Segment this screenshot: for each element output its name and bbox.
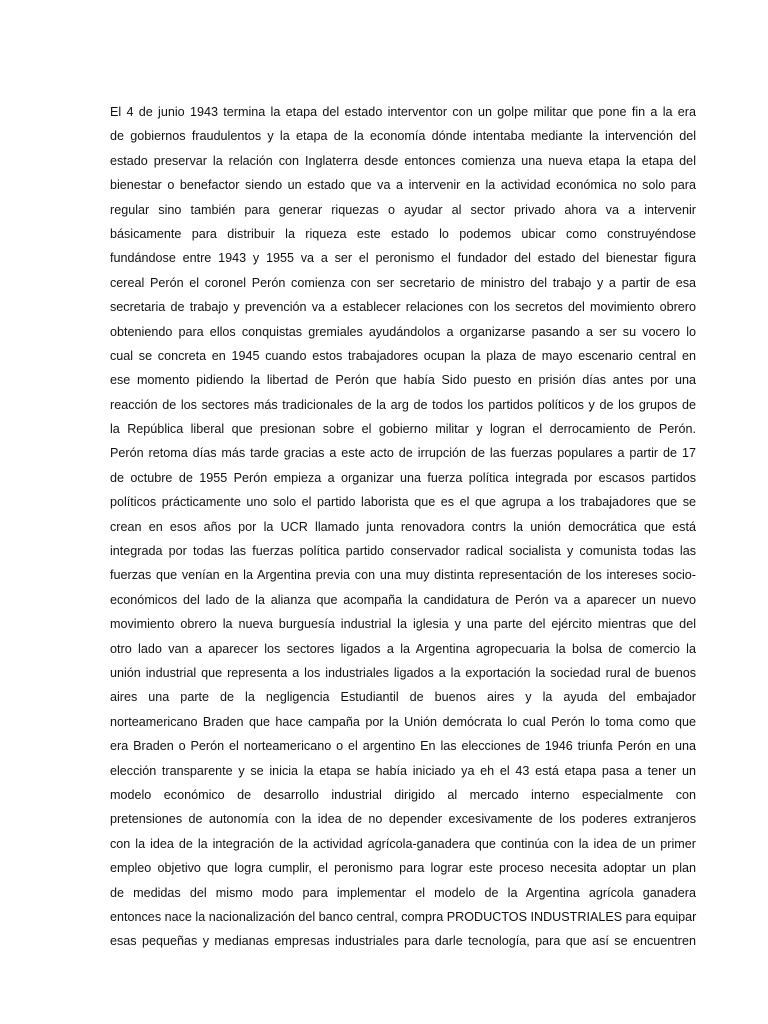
- text-line: bienestar o benefactor siendo un estado que va a intervenir en la actividad económica no solo para: [110, 178, 696, 193]
- text-line: obteniendo para ellos conquistas gremiales ayudándolos a organizarse pasando a ser su vocero lo: [110, 324, 696, 339]
- text-line: esas pequeñas y medianas empresas industriales para darle tecnología, para que así se encuentren: [110, 934, 696, 949]
- text-line: estado preservar la relación con Inglaterra desde entonces comienza una nueva etapa la etapa del: [110, 153, 696, 168]
- text-line: fundándose entre 1943 y 1955 va a ser el peronismo el fundador del estado del bienestar figura: [110, 251, 696, 266]
- text-line: crean en esos años por la UCR llamado junta renovadora contrs la unión democrática que está: [110, 519, 696, 534]
- text-line: ese momento pidiendo la libertad de Perón que había Sido puesto en prisión días antes por una: [110, 373, 696, 388]
- text-line: movimiento obrero la nueva burguesía industrial la iglesia y una parte del ejército mientras que del: [110, 617, 696, 632]
- text-line: aires una parte de la negligencia Estudiantil de buenos aires y la ayuda del embajador: [110, 690, 696, 705]
- text-line: integrada por todas las fuerzas política partido conservador radical socialista y comunista todas las: [110, 544, 696, 559]
- text-line: El 4 de junio 1943 termina la etapa del estado interventor con un golpe militar que pone fin a la era: [110, 105, 696, 119]
- text-line: de gobiernos fraudulentos y la etapa de la economía dónde intentaba mediante la intervención del: [110, 129, 696, 144]
- text-line: con la idea de la integración de la actividad agrícola-ganadera que continúa con la idea de un primer: [110, 836, 696, 851]
- text-line: norteamericano Braden que hace campaña por la Unión demócrata lo cual Perón lo toma como que: [110, 714, 696, 729]
- text-line: económicos del lado de la alianza que acompaña la candidatura de Perón va a aparecer un nuevo: [110, 592, 696, 607]
- text-line: elección transparente y se inicia la etapa se había iniciado ya eh el 43 está etapa pasa a tener un: [110, 763, 696, 778]
- text-line: la República liberal que presionan sobre el gobierno militar y logran el derrocamiento de Perón.: [110, 422, 696, 437]
- text-line: Perón retoma días más tarde gracias a este acto de irrupción de las fuerzas populares a partir de 17: [110, 446, 696, 461]
- text-line: otro lado van a aparecer los sectores ligados a la Argentina agropecuaria la bolsa de comercio la: [110, 641, 696, 656]
- text-line: políticos prácticamente uno solo el partido laborista que es el que agrupa a los trabajadores que se: [110, 495, 696, 510]
- text-line: modelo económico de desarrollo industrial dirigido al mercado interno especialmente con: [110, 787, 696, 802]
- text-line: era Braden o Perón el norteamericano o el argentino En las elecciones de 1946 triunfa Perón en una: [110, 739, 696, 754]
- text-line: cual se concreta en 1945 cuando estos trabajadores ocupan la plaza de mayo escenario central en: [110, 348, 696, 363]
- text-line: cereal Perón el coronel Perón comienza con ser secretario de ministro del trabajo y a partir de esa: [110, 275, 696, 290]
- text-line: pretensiones de autonomía con la idea de no depender excesivamente de los poderes extranjeros: [110, 812, 696, 827]
- text-line: fuerzas que venían en la Argentina previa con una muy distinta representación de los intereses socio-: [110, 568, 696, 583]
- text-line: unión industrial que representa a los industriales ligados a la exportación la sociedad rural de buenos: [110, 665, 696, 680]
- text-line: entonces nace la nacionalización del banco central, compra PRODUCTOS INDUSTRIALES para equipar: [110, 909, 697, 924]
- text-line: de octubre de 1955 Perón empieza a organizar una fuerza política integrada por escasos partidos: [110, 470, 696, 485]
- text-line: reacción de los sectores más tradicionales de la arg de todos los partidos políticos y de los grupos de: [110, 397, 696, 412]
- text-line: básicamente para distribuir la riqueza este estado lo podemos ubicar como construyéndose: [110, 226, 696, 241]
- text-line: secretaria de trabajo y prevención va a establecer relaciones con los secretos del movimiento obrero: [110, 300, 696, 315]
- body-text: [110, 100, 696, 954]
- text-line: empleo objetivo que logra cumplir, el peronismo para lograr este proceso necesita adoptar un plan: [110, 861, 696, 876]
- text-line: regular sino también para generar riquezas o ayudar al sector privado ahora va a intervenir: [110, 202, 696, 217]
- text-line: de medidas del mismo modo para implementar el modelo de la Argentina agrícola ganadera: [110, 885, 696, 900]
